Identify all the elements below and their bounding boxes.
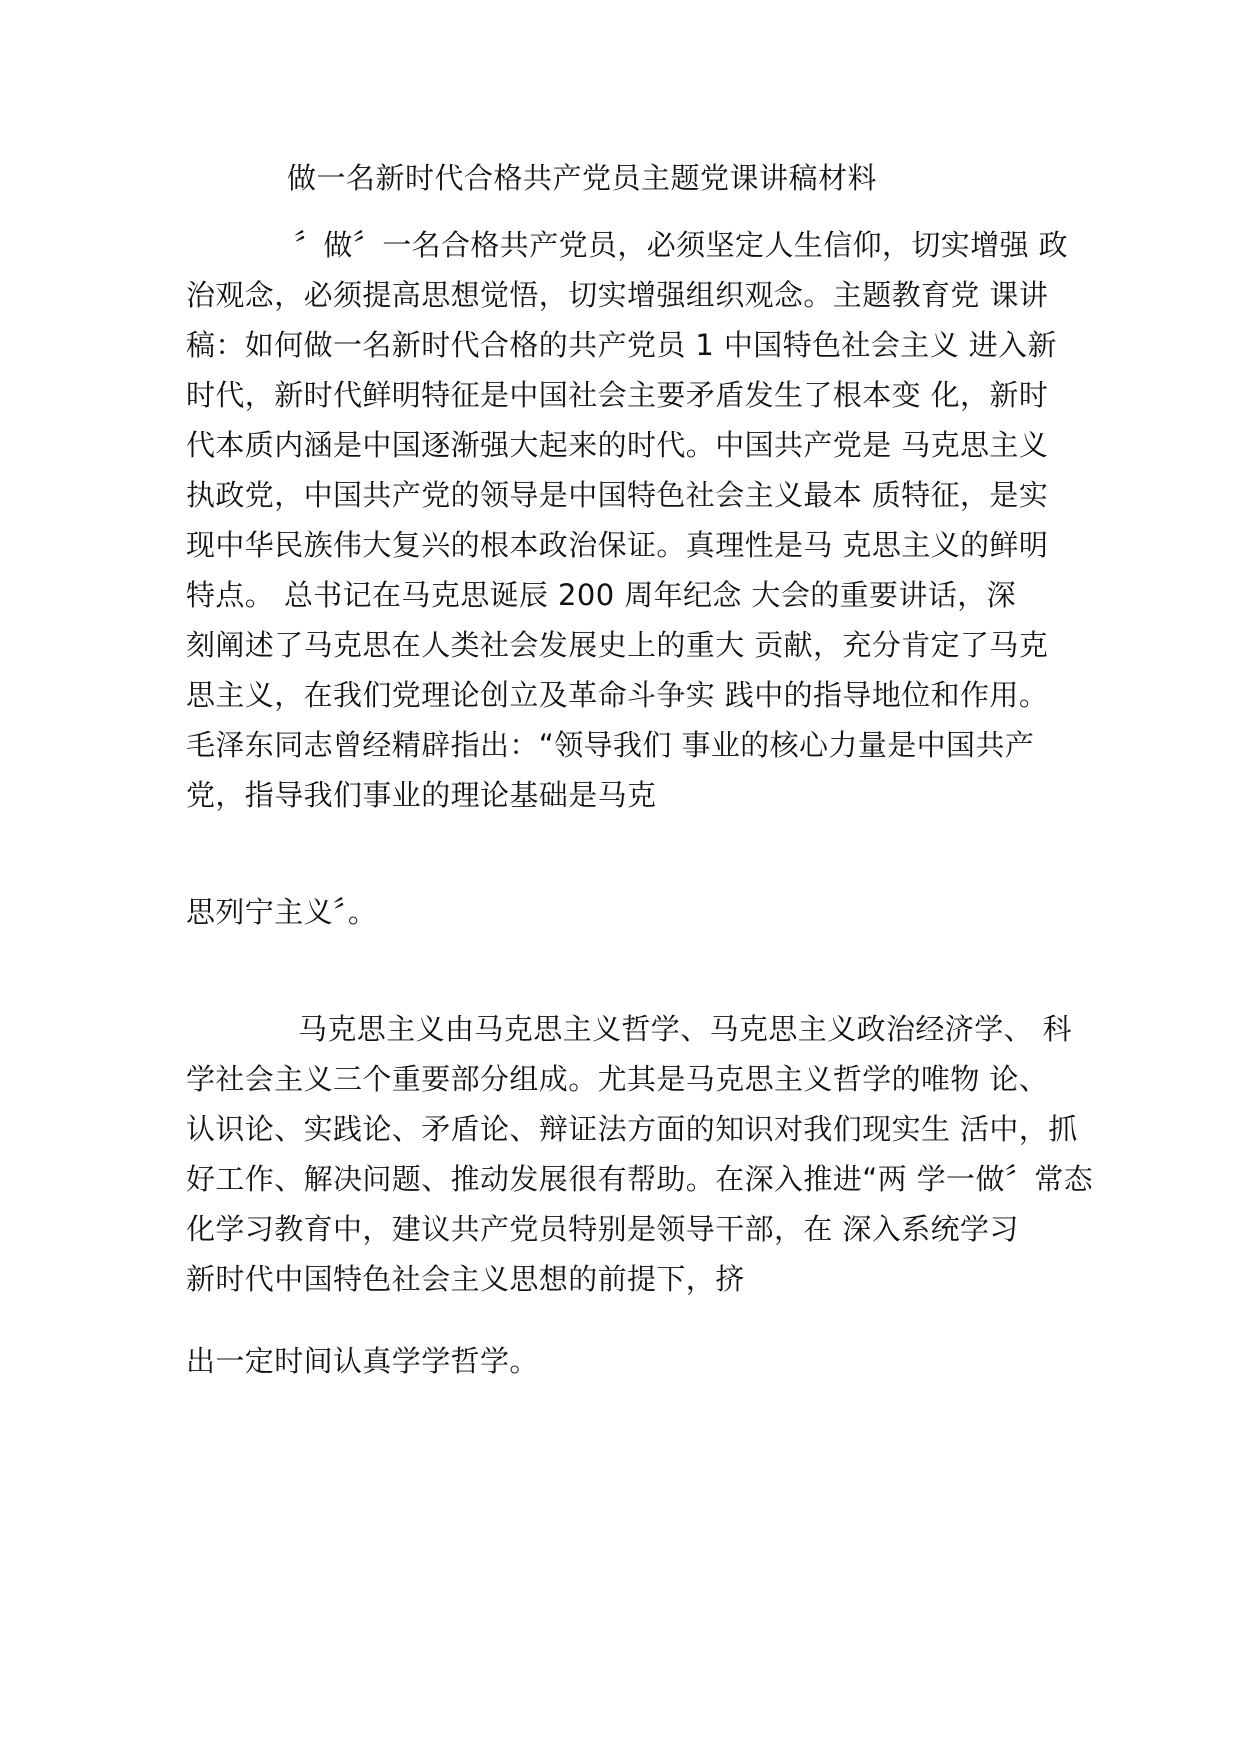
paragraph-1-line: 现中华民族伟大复兴的根本政治保证。真理性是马 克思主义的鲜明 bbox=[186, 528, 1049, 562]
paragraph-1-line: 治观念，必须提高思想觉悟，切实增强组织观念。主题教育党 课讲 bbox=[186, 278, 1049, 312]
paragraph-1-line: 〞做〞一名合格共产党员，必须坚定人生信仰，切实增强 政 bbox=[294, 228, 1069, 262]
paragraph-1-tail bbox=[186, 887, 1066, 937]
paragraph-1-line: 思主义，在我们党理论创立及革命斗争实 践中的指导地位和作用。 bbox=[186, 678, 1049, 712]
paragraph-2-line: 学社会主义三个重要部分组成。尤其是马克思主义哲学的唯物 论、 bbox=[186, 1062, 1049, 1096]
paragraph-1-line: 刻阐述了马克思在人类社会发展史上的重大 贡献，充分肯定了马克 bbox=[186, 628, 1049, 662]
paragraph-1-line: 毛泽东同志曾经精辟指出：“领导我们 事业的核心力量是中国共产 bbox=[186, 728, 1035, 762]
paragraph-2-line: 好工作、解决问题、推动发展很有帮助。在深入推进“两 学一做〞常态 bbox=[186, 1162, 1094, 1196]
paragraph-1 bbox=[186, 220, 1069, 820]
paragraph-2-tail bbox=[186, 1336, 1066, 1386]
paragraph-1-line: 党，指导我们事业的理论基础是马克 bbox=[186, 778, 657, 812]
paragraph-1-line: 稿：如何做一名新时代合格的共产党员 1 中国特色社会主义 进入新 bbox=[186, 328, 1057, 362]
paragraph-2-line: 化学习教育中，建议共产党员特别是领导干部，在 深入系统学习 bbox=[186, 1212, 1019, 1246]
paragraph-1-line: 时代，新时代鲜明特征是中国社会主要矛盾发生了根本变 化，新时 bbox=[186, 378, 1049, 412]
paragraph-2-line: 新时代中国特色社会主义思想的前提下，挤 bbox=[186, 1262, 745, 1296]
paragraph-1-line: 特点。 总书记在马克思诞辰 200 周年纪念 大会的重要讲话，深 bbox=[186, 578, 1017, 612]
paragraph-1-tail-line: 思列宁主义〞。 bbox=[186, 895, 378, 929]
document-title: 做一名新时代合格共产党员主题党课讲稿材料 bbox=[287, 161, 878, 195]
paragraph-2-line: 认识论、实践论、矛盾论、辩证法方面的知识对我们现实生 活中，抓 bbox=[186, 1112, 1078, 1146]
paragraph-1-line: 代本质内涵是中国逐渐强大起来的时代。中国共产党是 马克思主义 bbox=[186, 428, 1049, 462]
paragraph-1-line: 执政党，中国共产党的领导是中国特色社会主义最本 质特征，是实 bbox=[186, 478, 1049, 512]
paragraph-2 bbox=[186, 1004, 1094, 1304]
paragraph-2-line: 马克思主义由马克思主义哲学、马克思主义政治经济学、 科 bbox=[298, 1012, 1073, 1046]
paragraph-2-tail-line: 出一定时间认真学学哲学。 bbox=[186, 1344, 539, 1378]
